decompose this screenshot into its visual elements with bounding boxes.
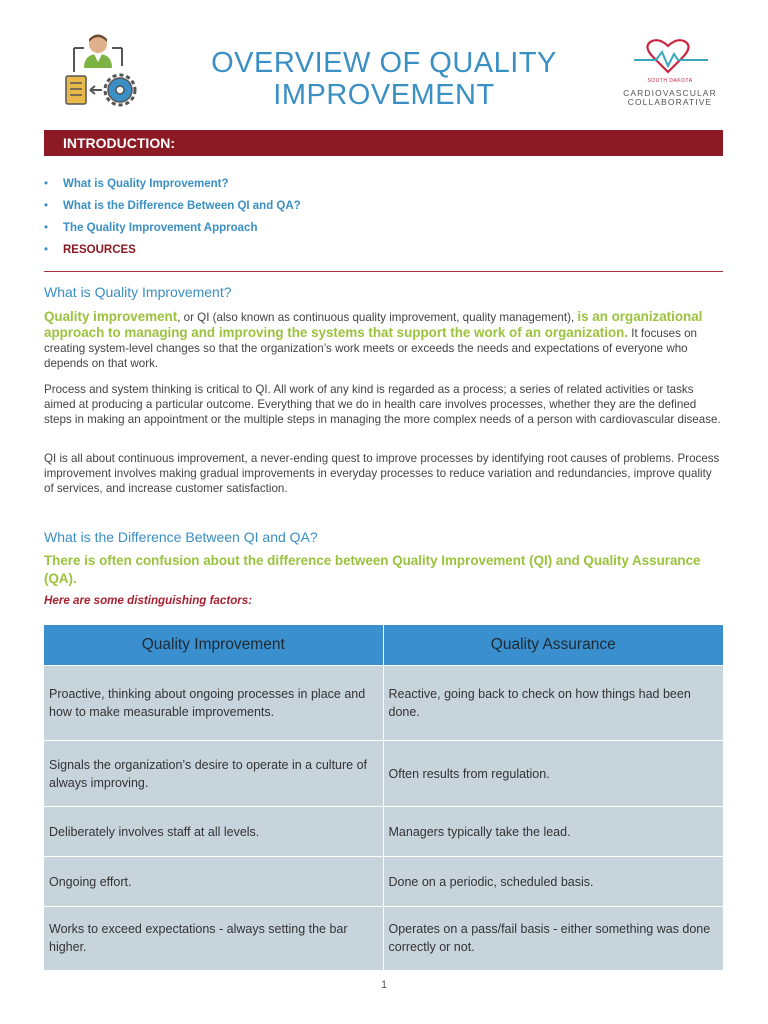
introduction-label: INTRODUCTION:: [63, 135, 175, 151]
bullet-icon: •: [44, 200, 49, 212]
toc-item-qi-vs-qa[interactable]: [44, 200, 301, 222]
continuous-improvement-paragraph: QI is all about continuous improvement, a never-ending quest to improve processes by identifying root causes of problems. Process improvement involves making gradual improvements in everyday processes to reduce variation and redundancies, improve quality of services, and increase customer satisfaction.: [44, 452, 720, 495]
page-number: 1: [380, 979, 388, 991]
qi-definition-rest: It focuses on creating system-level changes so that the organization’s work meets or exceeds the needs and expectations of everyone who depends on that work.: [44, 327, 698, 370]
table-cell-qa: Often results from regulation.: [383, 741, 723, 807]
qi-definition-emphasis: is an organizational approach to managing and improving the systems that support the work of an organization.: [44, 309, 703, 340]
toc-item-label: The Quality Improvement Approach: [63, 222, 258, 234]
logo-name-line-1: CARDIOVASCULAR: [623, 88, 717, 98]
table-of-contents: [44, 178, 301, 266]
table-cell-qa: Operates on a pass/fail basis - either something was done correctly or not.: [383, 907, 723, 970]
table-row: [44, 807, 723, 857]
confusion-callout: There is often confusion about the difference between Quality Improvement (QI) and Quality Assurance (QA).: [44, 553, 701, 586]
heart-pulse-icon: [620, 38, 720, 78]
toc-item-label: RESOURCES: [63, 244, 136, 256]
toc-item-resources[interactable]: [44, 244, 301, 266]
qi-term: Quality improvement: [44, 309, 178, 324]
table-cell-qi: Ongoing effort.: [44, 857, 383, 907]
section-heading-what-is-qi: What is Quality Improvement?: [44, 284, 232, 300]
table-cell-qi: Signals the organization’s desire to operate in a culture of always improving.: [44, 741, 383, 807]
logo-name-line-2: COLLABORATIVE: [627, 97, 713, 107]
table-row: [44, 741, 723, 807]
table-cell-qa: Managers typically take the lead.: [383, 807, 723, 857]
bullet-icon: •: [44, 244, 49, 256]
toc-item-qi-approach[interactable]: [44, 222, 301, 244]
bullet-icon: •: [44, 178, 49, 190]
title-line-2: IMPROVEMENT: [273, 79, 495, 111]
table-cell-qa: Reactive, going back to check on how things had been done.: [383, 666, 723, 741]
logo-state-text: SOUTH DAKOTA: [647, 78, 693, 84]
quality-improvement-icon: [60, 30, 140, 110]
column-header-qi: Quality Improvement: [44, 625, 383, 666]
table-cell-qi: Deliberately involves staff at all levels.: [44, 807, 383, 857]
table-cell-qi: Works to exceed expectations - always setting the bar higher.: [44, 907, 383, 970]
table-row: [44, 907, 723, 970]
title-line-1: OVERVIEW OF QUALITY: [211, 47, 557, 79]
section-heading-qi-vs-qa: What is the Difference Between QI and QA?: [44, 529, 318, 545]
table-cell-qi: Proactive, thinking about ongoing processes in place and how to make measurable improvements.: [44, 666, 383, 741]
toc-item-label: What is Quality Improvement?: [63, 178, 229, 190]
qi-definition-mid: , or QI (also known as continuous quality improvement, quality management),: [177, 311, 578, 324]
section-divider: [44, 271, 723, 272]
table-row: [44, 666, 723, 741]
distinguishing-factors-label: Here are some distinguishing factors:: [44, 594, 253, 607]
bullet-icon: •: [44, 222, 49, 234]
table-cell-qa: Done on a periodic, scheduled basis.: [383, 857, 723, 907]
process-thinking-paragraph: Process and system thinking is critical to QI. All work of any kind is regarded as a process; a series of related activities or tasks aimed at producing a particular outcome. Everything that we do in health care involves processes, whether they are the defined steps in making an appointment or the multiple steps in managing the more complex needs of a person with cardiovascular disease.: [44, 383, 721, 426]
qi-qa-comparison-table: [44, 625, 723, 970]
logo-name-text: [620, 89, 720, 107]
cardiovascular-collaborative-logo: [620, 38, 720, 113]
qi-definition-paragraph: [44, 309, 724, 371]
table-row: [44, 857, 723, 907]
table-header-row: [44, 625, 723, 666]
column-header-qa: Quality Assurance: [383, 625, 723, 666]
toc-item-what-is-qi[interactable]: [44, 178, 301, 200]
introduction-bar: [44, 130, 723, 156]
toc-item-label: What is the Difference Between QI and QA?: [63, 200, 301, 212]
page-title: [200, 47, 568, 111]
page-header: [0, 0, 768, 128]
